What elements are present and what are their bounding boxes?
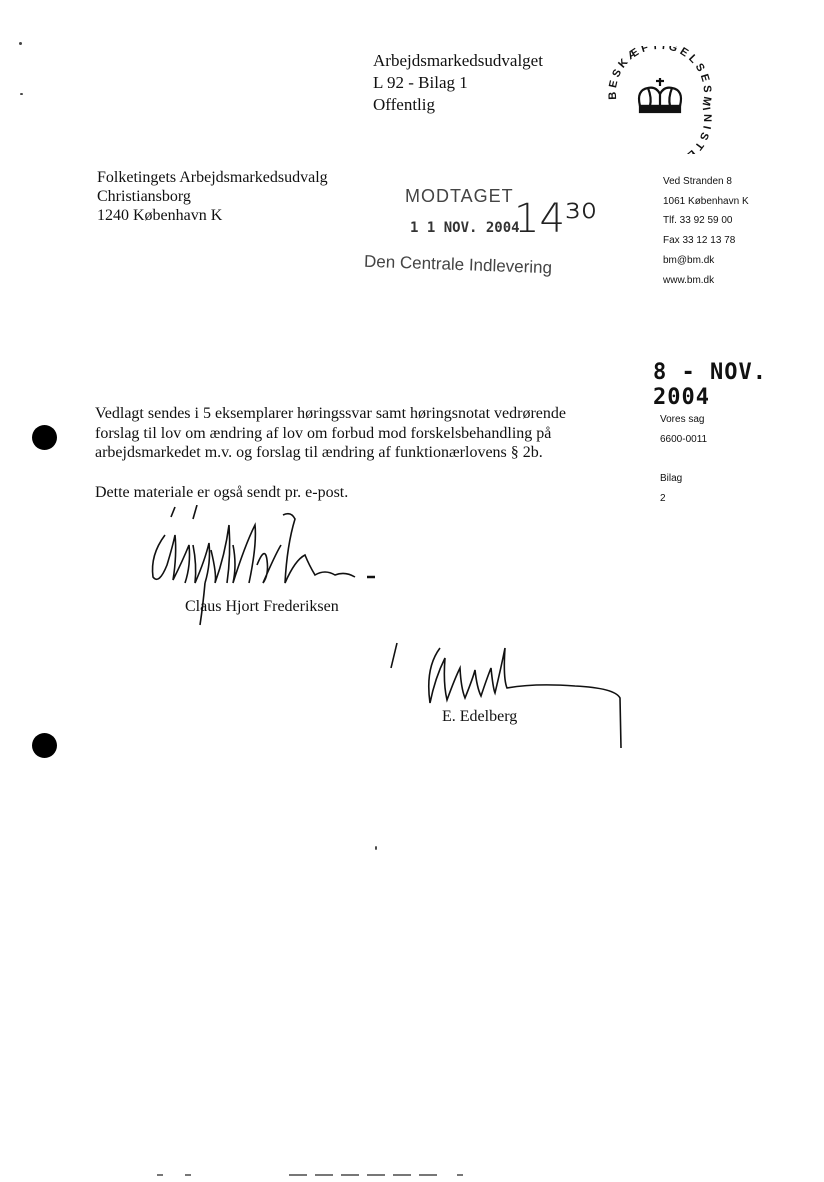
recipient-line: 1240 København K [97,207,223,224]
case-number: 6600-0011 [660,434,708,445]
crown-emblem-icon [600,46,720,154]
punch-hole-mark [32,733,57,758]
footer-mark [157,1164,477,1168]
sender-web: www.bm.dk [663,274,715,286]
recipient-line: Folketingets Arbejdsmarkedsudvalg [97,169,328,186]
sender-address [663,172,749,290]
attachment-label: Bilag [660,473,683,484]
committee-name: Arbejdsmarkedsudvalget [373,51,543,70]
letter-body [95,404,575,502]
sender-phone: Tlf. 33 92 59 00 [663,215,733,227]
signer-name: E. Edelberg [442,708,518,725]
signer-name: Claus Hjort Frederiksen [185,598,339,615]
scan-speck [375,846,377,850]
body-paragraph: Vedlagt sendes i 5 eksemplarer høringssvar samt høringsnotat vedrørende forslag til lov om ændring af lov om forbud mod forskelsbehandling på arbejdsmarkedet m.v. og forslag til ændring af funktionærlovens § 2b. [95,405,566,461]
reference-block [660,410,707,509]
recipient-address [97,168,328,225]
received-stamp-date: 1 1 NOV. 2004 [410,220,520,236]
date-stamp: 8 - NOV. 2004 [653,360,767,410]
recipient-line: Christiansborg [97,188,191,205]
attachment-number: 2 [660,493,666,504]
punch-hole-mark [32,425,57,450]
sender-fax: Fax 33 12 13 78 [663,235,736,247]
received-stamp-department: Den Centrale Indlevering [363,251,553,278]
scan-speck [20,93,23,95]
received-stamp-time: 14³⁰ [514,196,597,242]
received-stamp-label: MODTAGET [405,186,514,206]
document-status: Offentlig [373,95,436,114]
handwritten-signature [385,638,625,750]
case-label: Vores sag [660,414,705,425]
document-header [373,50,543,116]
body-paragraph: Dette materiale er også sendt pr. e-post. [95,483,349,501]
document-reference: L 92 - Bilag 1 [373,73,468,92]
sender-street: Ved Stranden 8 [663,176,732,187]
sender-email: bm@bm.dk [663,254,715,266]
svg-text:BESKÆFTIGELSESMINISTERIET: BESKÆFTIGELSESMINIST [606,46,714,154]
sender-city: 1061 København K [663,195,749,207]
scan-speck [19,42,22,45]
